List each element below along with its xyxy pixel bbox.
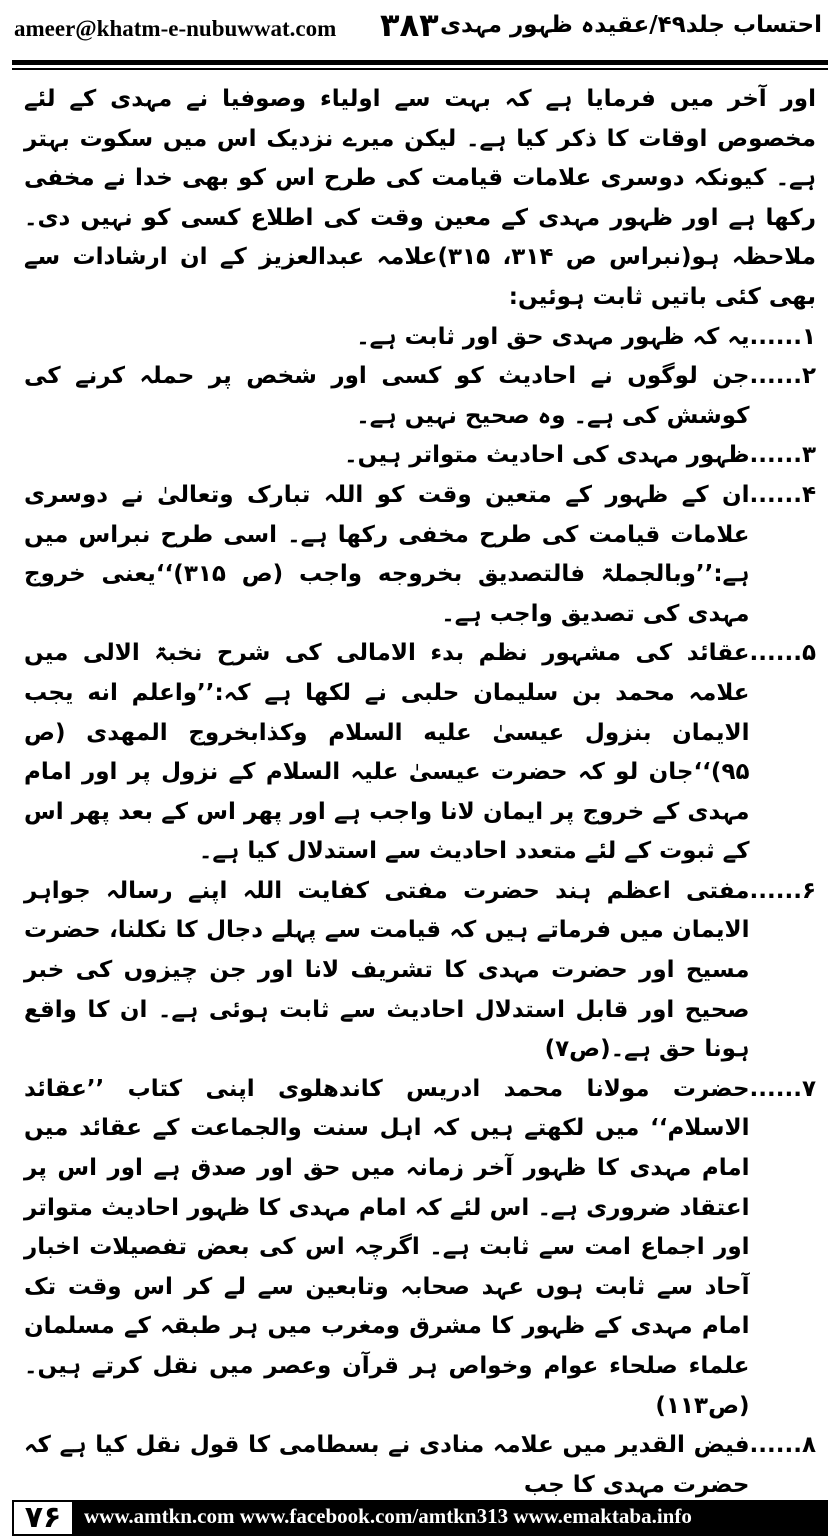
list-item: [24, 634, 816, 872]
item-number: ۷......: [749, 1075, 816, 1102]
header-rule-thin: [12, 68, 828, 70]
item-text: مفتی اعظم ہند حضرت مفتی کفایت اللہ اپنے رسالہ جواہر الایمان میں فرماتے ہیں کہ قیامت سے پہلے دجال کا نکلنا، حضرت مسیح اور حضرت مہدی کا تشریف لانا اور جن چیزوں کی خبر صحیح اور قابل استدلال احادیث سے ثابت ہوئی ہے۔ ان کا واقع ہونا حق ہے۔(ص۷): [24, 877, 750, 1063]
item-number: ۳......: [749, 442, 816, 469]
page-header: [0, 0, 840, 58]
item-text: ان کے ظہور کے متعین وقت کو اللہ تبارک وتعالیٰ نے دوسری علامات قیامت کی طرح مخفی رکھا ہے۔ اسی طرح نبراس میں ہے:’’وبالجملۃ فالتصدیق بخروجه واجب (ص ۳۱۵)‘‘یعنی خروج مہدی کی تصدیق واجب ہے۔: [24, 481, 750, 627]
item-number: ۲......: [749, 363, 816, 390]
header-email: ameer@khatm-e-nubuwwat.com: [14, 16, 337, 41]
footer-page-number: ۷۶: [12, 1500, 74, 1536]
footer-links: www.amtkn.com www.facebook.com/amtkn313 www.emaktaba.info: [84, 1504, 692, 1528]
item-text: عقائد کی مشہور نظم بدء الامالی کی شرح نخبۃ الالی میں علامہ محمد بن سلیمان حلبی نے لکھا ہے کہ:’’واعلم انه یجب الایمان بنزول عیسیٰ علیه السلام وکذابخروج المهدی (ص ۹۵)‘‘جان لو کہ حضرت عیسیٰ علیہ السلام کے نزول پر اور امام مہدی کے خروج پر ایمان لانا واجب ہے اور پھر اس کے بعد پھر اس کے ثبوت کے لئے متعدد احادیث سے استدلال کیا ہے۔: [24, 640, 750, 865]
item-text: ظہور مہدی کی احادیث متواتر ہیں۔: [344, 442, 750, 469]
list-item: [24, 318, 816, 358]
item-number: ۱......: [749, 323, 816, 350]
item-text: جن لوگوں نے احادیث کو کسی اور شخص پر حملہ کرنے کی کوشش کی ہے۔ وہ صحیح نہیں ہے۔: [24, 363, 750, 429]
item-number: ۶......: [749, 877, 816, 904]
header-rule: [12, 60, 828, 65]
item-text: یہ کہ ظہور مہدی حق اور ثابت ہے۔: [356, 323, 750, 350]
item-number: ۵......: [749, 640, 816, 667]
list-item: [24, 476, 816, 634]
list-item: [24, 357, 816, 436]
item-text: حضرت مولانا محمد ادریس کاندھلوی اپنی کتاب ’’عقائد الاسلام‘‘ میں لکھتے ہیں کہ اہل سنت والجماعت کے عقائد میں امام مہدی کا ظہور آخر زمانہ میں حق اور صدق ہے اور اس پر اعتقاد ضروری ہے۔ اس لئے کہ امام مہدی کا ظہور احادیث متواتر اور اجماع امت سے ثابت ہے۔ اگرچہ اس کی بعض تفصیلات اخبار آحاد سے ثابت ہوں عہد صحابہ وتابعین سے لے کر اس وقت تک امام مہدی کے ظہور کا مشرق ومغرب میں ہر طبقہ کے مسلمان علماء صلحاء عوام وخواص ہر قرآن وعصر میں نقل کرتے ہیں۔(ص۱۱۳): [24, 1075, 750, 1419]
header-page-number: ۳۸۳: [380, 6, 439, 44]
list-item: [24, 436, 816, 476]
intro-paragraph: اور آخر میں فرمایا ہے کہ بہت سے اولیاء وصوفیا نے مہدی کے لئے مخصوص اوقات کا ذکر کیا ہے۔ لیکن میرے نزدیک اس میں سکوت بہتر ہے۔ کیونکہ دوسری علامات قیامت کی طرح اس کو بھی خدا نے مخفی رکھا ہے اور ظہور مہدی کے معین وقت کی اطلاع کسی کو نہیں دی۔ ملاحظہ ہو(نبراس ص ۳۱۴، ۳۱۵)علامہ عبدالعزیز کے ان ارشادات سے بھی کئی باتیں ثابت ہوئیں:: [24, 86, 816, 310]
list-item: [24, 1070, 816, 1426]
item-number: ۸......: [749, 1432, 816, 1459]
item-text: فیض القدیر میں علامہ منادی نے بسطامی کا قول نقل کیا ہے کہ حضرت مہدی کا جب: [24, 1432, 750, 1498]
list-item: [24, 872, 816, 1070]
page-footer: [0, 1494, 840, 1540]
header-title: احتساب جلد۴۹/عقیدہ ظہور مہدی: [439, 12, 822, 38]
item-number: ۴......: [749, 481, 816, 508]
page-body: [24, 80, 816, 1505]
